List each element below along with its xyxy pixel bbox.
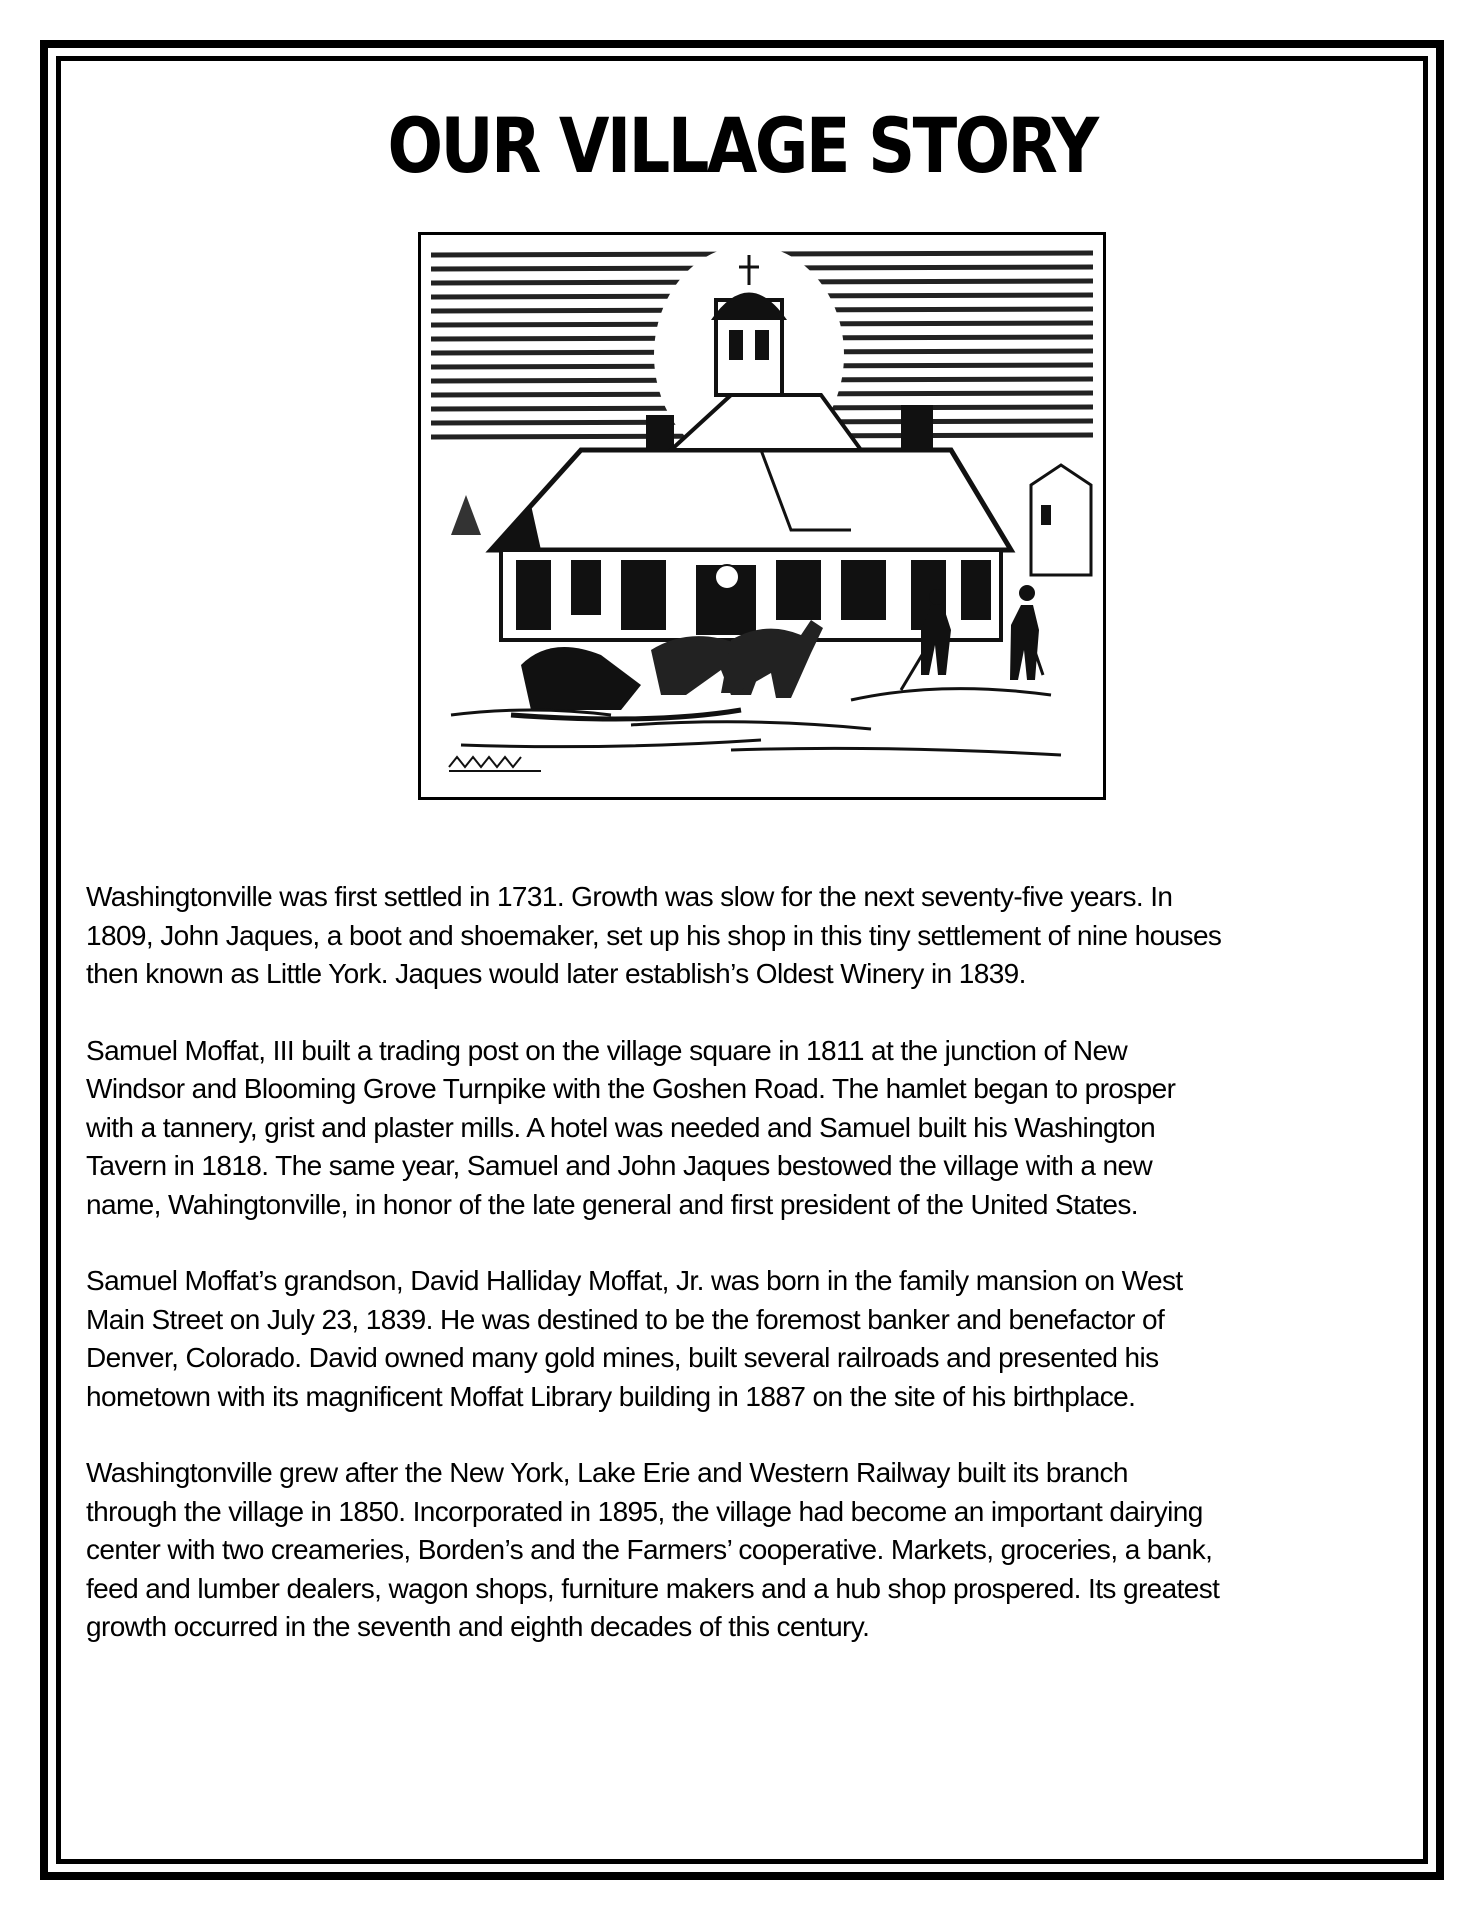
paragraph-railway: Washingtonville grew after the New York, Lake Erie and Western Railway built its branch through the village in 1850. Incorporated in 1895, the village had become an important dairying center with two creameries, Borden’s and the Farmers’ cooperative. Markets, groceries, a bank, feed and lumber dealers, wagon shops, furniture makers and a hub shop prospered. Its greatest growth occurred in the seventh and eighth decades of this century. xyxy=(86,1457,1220,1642)
page-title: OUR VILLAGE STORY xyxy=(387,101,1097,190)
paragraph-settlement: Washingtonville was first settled in 1731. Growth was slow for the next seventy-five years. In 1809, John Jaques, a boot and shoemaker, set up his shop in this tiny settlement of nine houses then known as Little York. Jaques would later establish’s Oldest Winery in 1839. xyxy=(86,881,1222,989)
library-sketch-image xyxy=(431,245,1093,787)
library-illustration xyxy=(418,232,1106,800)
paragraph-moffat: Samuel Moffat’s grandson, David Halliday Moffat, Jr. was born in the family mansion on West Main Street on July 23, 1839. He was destined to be the foremost banker and benefactor of Denver, Colorado. David owned many gold mines, built several railroads and presented his hometown with its magnificent Moffat Library building in 1887 on the site of his birthplace. xyxy=(86,1265,1183,1412)
paragraph-trading-post: Samuel Moffat, III built a trading post on the village square in 1811 at the junction of New Windsor and Blooming Grove Turnpike with the Goshen Road. The hamlet began to prosper with a tannery, grist and plaster mills. A hotel was needed and Samuel built his Washington Tavern in 1818. The same year, Samuel and John Jaques bestowed the village with a new name, Wahingtonville, in honor of the late general and first president of the United States. xyxy=(86,1034,1176,1220)
story-body xyxy=(86,878,1406,1685)
